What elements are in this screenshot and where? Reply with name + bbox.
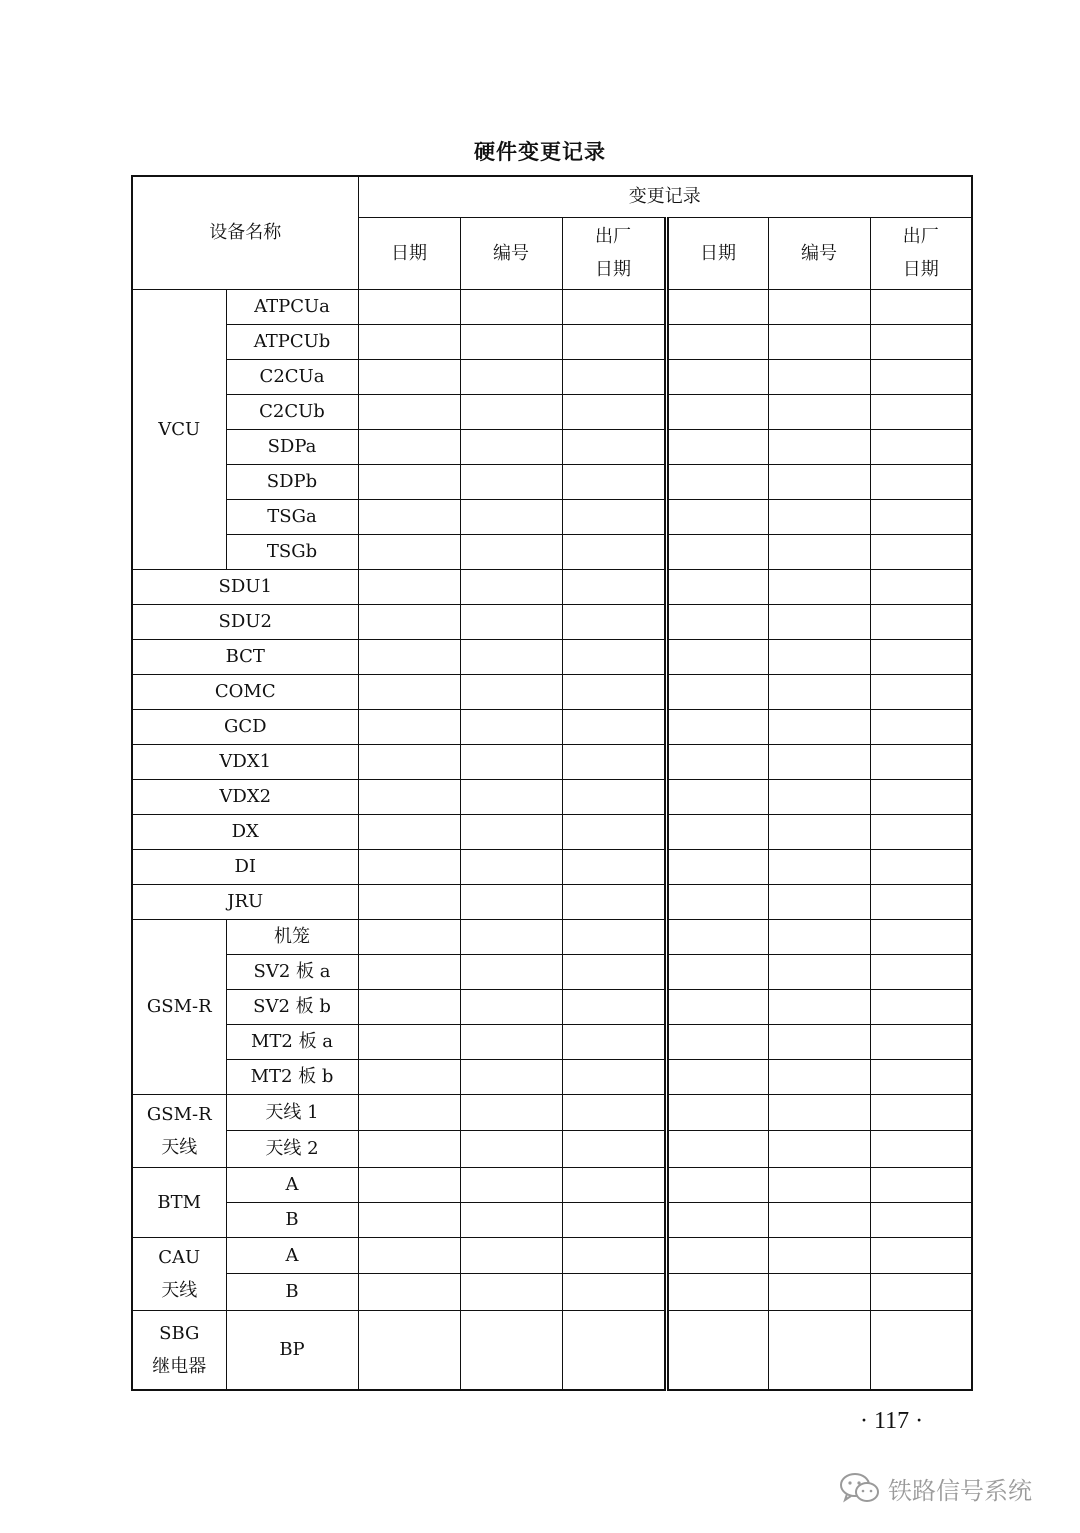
entry-cell[interactable] xyxy=(768,744,870,779)
entry-cell[interactable] xyxy=(768,324,870,359)
entry-cell[interactable] xyxy=(666,744,768,779)
entry-cell[interactable] xyxy=(768,954,870,989)
entry-cell[interactable] xyxy=(562,1094,666,1131)
entry-cell[interactable] xyxy=(870,709,972,744)
entry-cell[interactable] xyxy=(358,779,460,814)
entry-cell[interactable] xyxy=(460,849,562,884)
entry-cell[interactable] xyxy=(870,849,972,884)
entry-cell[interactable] xyxy=(768,989,870,1024)
device-item-name: SDPa xyxy=(226,429,358,464)
entry-cell[interactable] xyxy=(358,639,460,674)
entry-cell[interactable] xyxy=(358,1167,460,1202)
column-header: 出厂 日期 xyxy=(562,217,666,289)
entry-cell[interactable] xyxy=(562,569,666,604)
entry-cell[interactable] xyxy=(870,919,972,954)
entry-cell[interactable] xyxy=(562,884,666,919)
entry-cell[interactable] xyxy=(460,1059,562,1094)
entry-cell[interactable] xyxy=(460,1202,562,1237)
entry-cell[interactable] xyxy=(768,1167,870,1202)
entry-cell[interactable] xyxy=(768,1274,870,1311)
entry-cell[interactable] xyxy=(870,814,972,849)
entry-cell[interactable] xyxy=(870,1310,972,1390)
entry-cell[interactable] xyxy=(768,604,870,639)
entry-cell[interactable] xyxy=(358,954,460,989)
entry-cell[interactable] xyxy=(870,1167,972,1202)
entry-cell[interactable] xyxy=(768,779,870,814)
entry-cell[interactable] xyxy=(768,569,870,604)
entry-cell[interactable] xyxy=(768,429,870,464)
entry-cell[interactable] xyxy=(358,394,460,429)
entry-cell[interactable] xyxy=(870,1059,972,1094)
entry-cell[interactable] xyxy=(666,674,768,709)
entry-cell[interactable] xyxy=(358,569,460,604)
device-item-name: SDPb xyxy=(226,464,358,499)
entry-cell[interactable] xyxy=(768,359,870,394)
entry-cell[interactable] xyxy=(460,1274,562,1311)
entry-cell[interactable] xyxy=(666,779,768,814)
column-header: 编号 xyxy=(768,217,870,289)
entry-cell[interactable] xyxy=(562,604,666,639)
entry-cell[interactable] xyxy=(460,674,562,709)
entry-cell[interactable] xyxy=(870,1202,972,1237)
device-group-name: VCU xyxy=(132,289,226,569)
entry-cell[interactable] xyxy=(460,394,562,429)
entry-cell[interactable] xyxy=(666,394,768,429)
entry-cell[interactable] xyxy=(870,639,972,674)
device-item-name: A xyxy=(226,1167,358,1202)
hardware-change-table xyxy=(131,175,973,1391)
entry-cell[interactable] xyxy=(562,1202,666,1237)
entry-cell[interactable] xyxy=(358,709,460,744)
entry-cell[interactable] xyxy=(666,639,768,674)
column-header: 日期 xyxy=(358,217,460,289)
entry-cell[interactable] xyxy=(460,1237,562,1274)
entry-cell[interactable] xyxy=(358,1094,460,1131)
device-item-name: SV2 板 a xyxy=(226,954,358,989)
entry-cell[interactable] xyxy=(460,709,562,744)
entry-cell[interactable] xyxy=(460,569,562,604)
device-item-name: B xyxy=(226,1202,358,1237)
entry-cell[interactable] xyxy=(358,989,460,1024)
entry-cell[interactable] xyxy=(358,1024,460,1059)
entry-cell[interactable] xyxy=(768,289,870,324)
entry-cell[interactable] xyxy=(666,1237,768,1274)
entry-cell[interactable] xyxy=(358,429,460,464)
entry-cell[interactable] xyxy=(562,1237,666,1274)
entry-cell[interactable] xyxy=(562,1167,666,1202)
entry-cell[interactable] xyxy=(460,534,562,569)
entry-cell[interactable] xyxy=(358,1274,460,1311)
entry-cell[interactable] xyxy=(562,779,666,814)
entry-cell[interactable] xyxy=(870,989,972,1024)
entry-cell[interactable] xyxy=(460,989,562,1024)
entry-cell[interactable] xyxy=(358,1202,460,1237)
entry-cell[interactable] xyxy=(870,1131,972,1168)
entry-cell[interactable] xyxy=(358,289,460,324)
entry-cell[interactable] xyxy=(666,429,768,464)
entry-cell[interactable] xyxy=(768,1310,870,1390)
device-item-name: TSGb xyxy=(226,534,358,569)
entry-cell[interactable] xyxy=(358,884,460,919)
device-group-name: GSM-R 天线 xyxy=(132,1094,226,1167)
entry-cell[interactable] xyxy=(870,779,972,814)
entry-cell[interactable] xyxy=(870,1274,972,1311)
entry-cell[interactable] xyxy=(460,1310,562,1390)
device-item-name: C2CUb xyxy=(226,394,358,429)
column-header: 编号 xyxy=(460,217,562,289)
entry-cell[interactable] xyxy=(460,954,562,989)
device-item-name: MT2 板 b xyxy=(226,1059,358,1094)
entry-cell[interactable] xyxy=(562,849,666,884)
entry-cell[interactable] xyxy=(768,1059,870,1094)
device-item-name: 机笼 xyxy=(226,919,358,954)
entry-cell[interactable] xyxy=(358,604,460,639)
device-name: DX xyxy=(132,814,358,849)
entry-cell[interactable] xyxy=(768,1202,870,1237)
device-name: SDU2 xyxy=(132,604,358,639)
entry-cell[interactable] xyxy=(562,814,666,849)
entry-cell[interactable] xyxy=(562,744,666,779)
entry-cell[interactable] xyxy=(460,919,562,954)
entry-cell[interactable] xyxy=(562,1024,666,1059)
entry-cell[interactable] xyxy=(562,534,666,569)
entry-cell[interactable] xyxy=(870,324,972,359)
entry-cell[interactable] xyxy=(666,1024,768,1059)
entry-cell[interactable] xyxy=(562,954,666,989)
entry-cell[interactable] xyxy=(768,674,870,709)
device-item-name: ATPCUa xyxy=(226,289,358,324)
entry-cell[interactable] xyxy=(870,954,972,989)
header-device-name: 设备名称 xyxy=(132,176,358,289)
entry-cell[interactable] xyxy=(768,1237,870,1274)
entry-cell[interactable] xyxy=(870,464,972,499)
device-name: BCT xyxy=(132,639,358,674)
entry-cell[interactable] xyxy=(562,674,666,709)
entry-cell[interactable] xyxy=(870,1094,972,1131)
device-name: VDX2 xyxy=(132,779,358,814)
entry-cell[interactable] xyxy=(768,1131,870,1168)
entry-cell[interactable] xyxy=(870,289,972,324)
entry-cell[interactable] xyxy=(460,499,562,534)
entry-cell[interactable] xyxy=(460,639,562,674)
entry-cell[interactable] xyxy=(666,289,768,324)
entry-cell[interactable] xyxy=(768,849,870,884)
entry-cell[interactable] xyxy=(358,464,460,499)
entry-cell[interactable] xyxy=(460,359,562,394)
entry-cell[interactable] xyxy=(460,814,562,849)
entry-cell[interactable] xyxy=(768,464,870,499)
entry-cell[interactable] xyxy=(870,569,972,604)
watermark-text: 铁路信号系统 xyxy=(888,1476,1032,1505)
entry-cell[interactable] xyxy=(460,289,562,324)
entry-cell[interactable] xyxy=(562,324,666,359)
entry-cell[interactable] xyxy=(666,1310,768,1390)
device-name: GCD xyxy=(132,709,358,744)
entry-cell[interactable] xyxy=(870,744,972,779)
entry-cell[interactable] xyxy=(460,884,562,919)
device-item-name: TSGa xyxy=(226,499,358,534)
entry-cell[interactable] xyxy=(870,394,972,429)
entry-cell[interactable] xyxy=(562,429,666,464)
entry-cell[interactable] xyxy=(460,1167,562,1202)
entry-cell[interactable] xyxy=(666,849,768,884)
device-name: VDX1 xyxy=(132,744,358,779)
device-item-name: 天线 2 xyxy=(226,1131,358,1168)
entry-cell[interactable] xyxy=(358,919,460,954)
entry-cell[interactable] xyxy=(562,1274,666,1311)
column-header: 出厂 日期 xyxy=(870,217,972,289)
entry-cell[interactable] xyxy=(768,499,870,534)
page-number: · 117 · xyxy=(860,1408,924,1434)
entry-cell[interactable] xyxy=(870,499,972,534)
entry-cell[interactable] xyxy=(562,359,666,394)
entry-cell[interactable] xyxy=(562,709,666,744)
entry-cell[interactable] xyxy=(666,464,768,499)
device-name: DI xyxy=(132,849,358,884)
device-item-name: A xyxy=(226,1237,358,1274)
entry-cell[interactable] xyxy=(562,289,666,324)
entry-cell[interactable] xyxy=(358,359,460,394)
device-item-name: SV2 板 b xyxy=(226,989,358,1024)
entry-cell[interactable] xyxy=(768,1024,870,1059)
entry-cell[interactable] xyxy=(358,1310,460,1390)
entry-cell[interactable] xyxy=(358,1237,460,1274)
entry-cell[interactable] xyxy=(666,1167,768,1202)
entry-cell[interactable] xyxy=(460,1131,562,1168)
column-header: 日期 xyxy=(666,217,768,289)
device-group-name: GSM-R xyxy=(132,919,226,1094)
header-change-record: 变更记录 xyxy=(358,176,972,217)
entry-cell[interactable] xyxy=(358,499,460,534)
entry-cell[interactable] xyxy=(768,639,870,674)
device-item-name: MT2 板 a xyxy=(226,1024,358,1059)
entry-cell[interactable] xyxy=(358,1059,460,1094)
entry-cell[interactable] xyxy=(666,884,768,919)
entry-cell[interactable] xyxy=(562,989,666,1024)
entry-cell[interactable] xyxy=(666,359,768,394)
entry-cell[interactable] xyxy=(870,534,972,569)
device-item-name: ATPCUb xyxy=(226,324,358,359)
device-name: COMC xyxy=(132,674,358,709)
device-group-name: SBG 继电器 xyxy=(132,1310,226,1390)
entry-cell[interactable] xyxy=(666,954,768,989)
entry-cell[interactable] xyxy=(562,919,666,954)
entry-cell[interactable] xyxy=(870,1024,972,1059)
entry-cell[interactable] xyxy=(870,1237,972,1274)
device-group-name: BTM xyxy=(132,1167,226,1237)
entry-cell[interactable] xyxy=(666,499,768,534)
entry-cell[interactable] xyxy=(768,709,870,744)
entry-cell[interactable] xyxy=(562,499,666,534)
device-item-name: C2CUa xyxy=(226,359,358,394)
watermark xyxy=(838,1470,1032,1506)
entry-cell[interactable] xyxy=(768,1094,870,1131)
entry-cell[interactable] xyxy=(460,1094,562,1131)
wechat-icon xyxy=(838,1470,882,1506)
device-item-name: B xyxy=(226,1274,358,1311)
entry-cell[interactable] xyxy=(666,324,768,359)
entry-cell[interactable] xyxy=(870,674,972,709)
entry-cell[interactable] xyxy=(358,849,460,884)
entry-cell[interactable] xyxy=(358,814,460,849)
entry-cell[interactable] xyxy=(666,1094,768,1131)
entry-cell[interactable] xyxy=(666,1131,768,1168)
entry-cell[interactable] xyxy=(666,1274,768,1311)
entry-cell[interactable] xyxy=(768,814,870,849)
entry-cell[interactable] xyxy=(460,779,562,814)
entry-cell[interactable] xyxy=(562,1310,666,1390)
entry-cell[interactable] xyxy=(460,464,562,499)
device-name: SDU1 xyxy=(132,569,358,604)
entry-cell[interactable] xyxy=(768,394,870,429)
entry-cell[interactable] xyxy=(460,744,562,779)
device-item-name: 天线 1 xyxy=(226,1094,358,1131)
entry-cell[interactable] xyxy=(768,884,870,919)
entry-cell[interactable] xyxy=(768,919,870,954)
entry-cell[interactable] xyxy=(358,534,460,569)
entry-cell[interactable] xyxy=(666,709,768,744)
entry-cell[interactable] xyxy=(870,604,972,639)
entry-cell[interactable] xyxy=(666,989,768,1024)
entry-cell[interactable] xyxy=(666,534,768,569)
entry-cell[interactable] xyxy=(460,1024,562,1059)
entry-cell[interactable] xyxy=(666,814,768,849)
entry-cell[interactable] xyxy=(870,429,972,464)
entry-cell[interactable] xyxy=(460,324,562,359)
entry-cell[interactable] xyxy=(666,1059,768,1094)
entry-cell[interactable] xyxy=(562,639,666,674)
entry-cell[interactable] xyxy=(562,1059,666,1094)
device-name: JRU xyxy=(132,884,358,919)
entry-cell[interactable] xyxy=(460,429,562,464)
entry-cell[interactable] xyxy=(562,464,666,499)
entry-cell[interactable] xyxy=(358,324,460,359)
entry-cell[interactable] xyxy=(562,1131,666,1168)
page-title: 硬件变更记录 xyxy=(474,140,606,164)
entry-cell[interactable] xyxy=(768,534,870,569)
entry-cell[interactable] xyxy=(666,569,768,604)
entry-cell[interactable] xyxy=(358,744,460,779)
entry-cell[interactable] xyxy=(562,394,666,429)
entry-cell[interactable] xyxy=(460,604,562,639)
device-group-name: CAU 天线 xyxy=(132,1237,226,1310)
entry-cell[interactable] xyxy=(358,674,460,709)
entry-cell[interactable] xyxy=(666,919,768,954)
entry-cell[interactable] xyxy=(870,359,972,394)
entry-cell[interactable] xyxy=(666,1202,768,1237)
entry-cell[interactable] xyxy=(870,884,972,919)
entry-cell[interactable] xyxy=(358,1131,460,1168)
entry-cell[interactable] xyxy=(666,604,768,639)
device-item-name: BP xyxy=(226,1310,358,1390)
